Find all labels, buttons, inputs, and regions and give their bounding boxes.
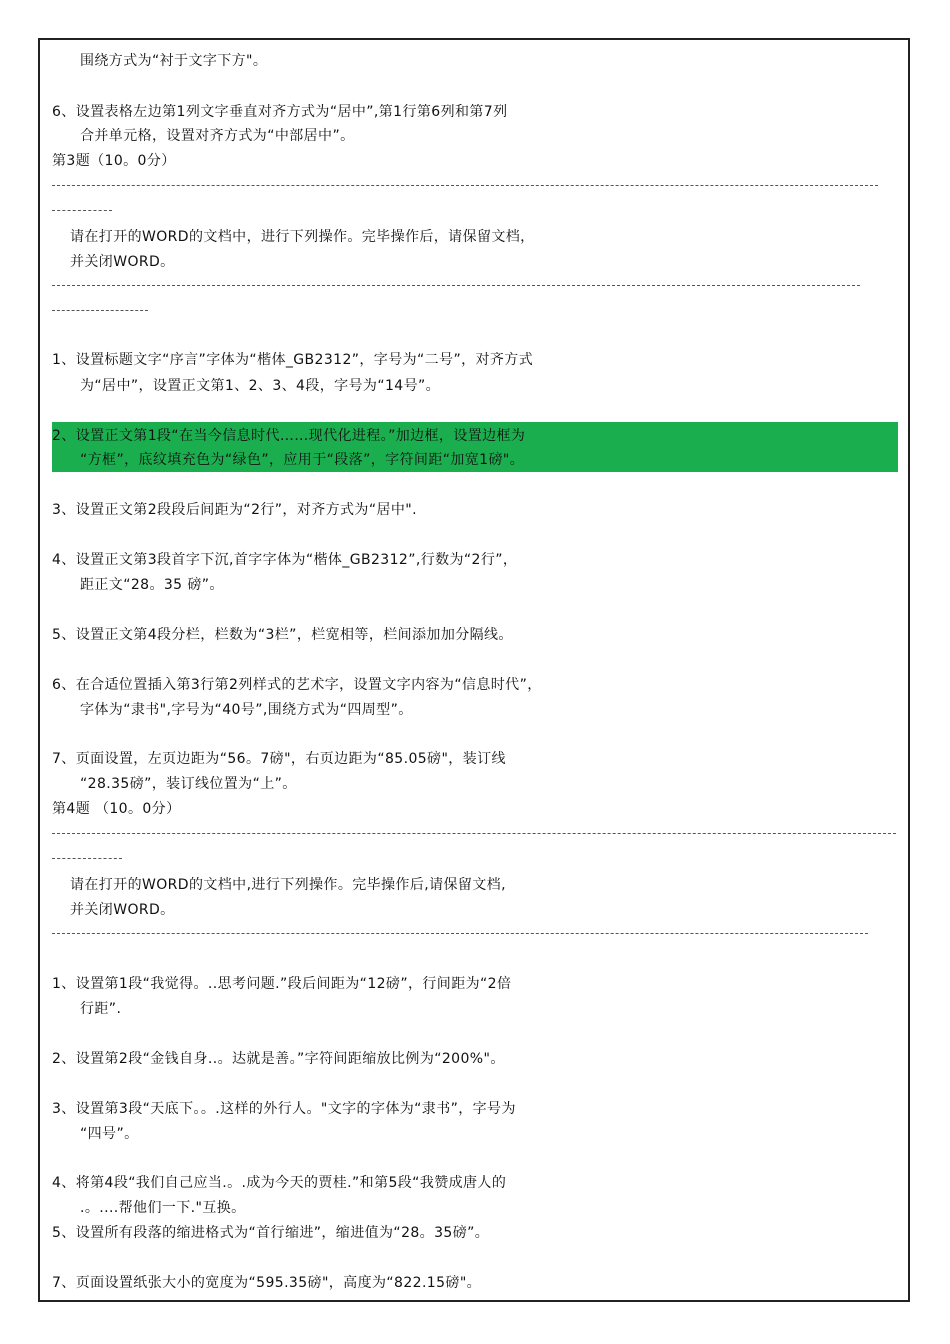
q2-item6-line2: 合并单元格，设置对齐方式为“中部居中”。 [80, 128, 355, 144]
q3-item5: 5、设置正文第4段分栏，栏数为“3栏”，栏宽相等，栏间添加加分隔线。 [52, 627, 513, 643]
q3-separator-top [52, 185, 878, 186]
q4-item3-line1: 3、设置第3段“天底下。。.这样的外行人。"文字的字体为“隶书”，字号为 [52, 1101, 516, 1117]
q4-item2: 2、设置第2段“金钱自身..。达就是善。”字符间距缩放比例为“200%"。 [52, 1051, 505, 1067]
q3-item2-line2: “方框”，底纹填充色为“绿色”，应用于“段落”，字符间距“加宽1磅"。 [80, 452, 525, 468]
q3-item1-line2: 为“居中”，设置正文第1、2、3、4段，字号为“14号”。 [80, 378, 441, 394]
q3-item7-line2: “28.35磅”，装订线位置为“上”。 [80, 776, 297, 792]
q3-item4-line2: 距正文“28。35 磅”。 [80, 577, 224, 593]
q4-item1-line1: 1、设置第1段“我觉得。..思考问题.”段后间距为“12磅”，行间距为“2倍 [52, 976, 512, 992]
q3-item2-line1: 2、设置正文第1段“在当今信息时代……现代化进程。”加边框，设置边框为 [52, 428, 526, 444]
q3-separator-top-wrap [52, 210, 112, 211]
q3-separator-bottom [52, 285, 860, 286]
q3-instruction-line2: 并关闭WORD。 [70, 254, 175, 270]
q3-header: 第3题（10。0分） [52, 153, 176, 169]
q4-item7: 7、页面设置纸张大小的宽度为“595.35磅"，高度为“822.15磅"。 [52, 1275, 482, 1291]
q3-item6-line2: 字体为“隶书",字号为“40号”,围绕方式为“四周型”。 [80, 702, 413, 718]
q2-item6-line1: 6、设置表格左边第1列文字垂直对齐方式为“居中”,第1行第6列和第7列 [52, 104, 508, 120]
q3-item1-line1: 1、设置标题文字“序言”字体为“楷体_GB2312”，字号为“二号”，对齐方式 [52, 352, 534, 368]
q3-instruction-line1: 请在打开的WORD的文档中，进行下列操作。完毕操作后，请保留文档， [70, 229, 535, 245]
q4-item4-line2: .。....帮他们一下."互换。 [80, 1200, 246, 1216]
q2-tail-line: 围绕方式为“衬于文字下方"。 [80, 53, 268, 69]
q4-item4-line1: 4、将第4段“我们自己应当.。.成为今天的贾桂.”和第5段“我赞成唐人的 [52, 1175, 507, 1191]
q3-separator-bottom-wrap [52, 310, 148, 311]
q4-instruction-line2: 并关闭WORD。 [70, 902, 175, 918]
q4-separator-top [52, 833, 896, 834]
q4-item5: 5、设置所有段落的缩进格式为“首行缩进”，缩进值为“28。35磅”。 [52, 1225, 490, 1241]
q4-instruction-line1: 请在打开的WORD的文档中,进行下列操作。完毕操作后,请保留文档, [70, 877, 506, 893]
q4-separator-bottom [52, 933, 868, 934]
q4-separator-top-wrap [52, 858, 122, 859]
q3-item7-line1: 7、页面设置，左页边距为“56。7磅"，右页边距为“85.05磅"，装订线 [52, 751, 506, 767]
q3-item4-line1: 4、设置正文第3段首字下沉,首字字体为“楷体_GB2312”,行数为“2行”， [52, 552, 518, 568]
q3-item3: 3、设置正文第2段段后间距为“2行”，对齐方式为“居中". [52, 502, 417, 518]
q4-item3-line2: “四号”。 [80, 1126, 139, 1142]
q4-item1-line2: 行距”. [80, 1001, 122, 1017]
q3-item6-line1: 6、在合适位置插入第3行第2列样式的艺术字，设置文字内容为“信息时代”， [52, 677, 542, 693]
q4-header: 第4题 （10。0分） [52, 801, 181, 817]
